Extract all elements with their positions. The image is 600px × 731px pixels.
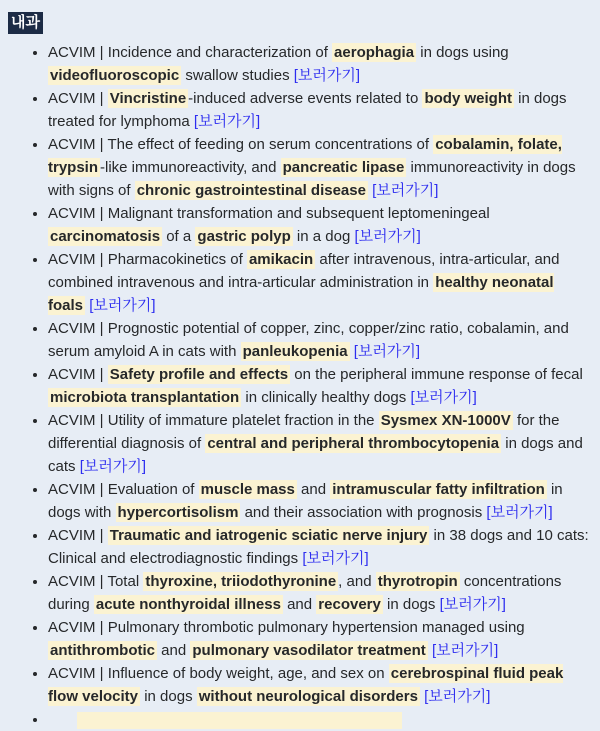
plain-text: ACVIM | Pulmonary thrombotic pulmonary hypertension managed using <box>48 619 525 636</box>
highlight-text: without neurological disorders <box>198 688 418 705</box>
plain-text: ACVIM | Prognostic potential of copper, zinc, copper/zinc ratio, cobalamin, and serum amyloid A in cats with <box>48 320 569 360</box>
highlight-text: cerebrospinal fluid peak flow velocity <box>48 665 564 705</box>
plain-text: ACVIM | Evaluation of <box>48 481 199 498</box>
highlight-text: thyroxine, triiodothyronine <box>145 573 337 590</box>
highlight-text: Vincristine <box>109 90 187 107</box>
highlight-text: microbiota transplantation <box>50 389 240 406</box>
go-link[interactable]: [보러가기] <box>431 642 499 659</box>
highlight-text: Traumatic and iatrogenic sciatic nerve injury <box>109 527 428 544</box>
plain-text: ACVIM | Incidence and characterization of <box>48 44 333 61</box>
go-link[interactable]: [보러가기] <box>302 550 369 567</box>
go-link[interactable]: [보러가기] <box>353 343 421 360</box>
highlight-text: healthy neonatal foals <box>48 274 554 314</box>
go-link[interactable]: [보러가기] <box>424 688 491 705</box>
plain-text: and <box>282 596 317 613</box>
article-item <box>48 570 592 616</box>
go-link[interactable]: [보러가기] <box>410 389 477 406</box>
highlight-text: central and peripheral thrombocytopenia <box>207 435 500 452</box>
article-item <box>48 662 592 708</box>
plain-text: ACVIM | <box>48 366 108 383</box>
go-link[interactable]: [보러가기] <box>79 458 146 475</box>
clipped-highlight-bar <box>77 712 402 729</box>
plain-text: for the differential diagnosis of <box>48 412 560 452</box>
article-item <box>48 478 592 524</box>
highlight-text: cobalamin, folate, trypsin <box>48 136 562 176</box>
highlight-text: panleukopenia <box>242 343 348 360</box>
plain-text: of a <box>162 228 196 245</box>
article-item <box>48 524 592 570</box>
plain-text: ACVIM | Influence of body weight, age, and sex on <box>48 665 389 682</box>
highlight-text: acute nonthyroidal illness <box>95 596 281 613</box>
plain-text: ACVIM | Total <box>48 573 144 590</box>
section-title-row <box>8 12 592 34</box>
highlight-text: Safety profile and effects <box>109 366 289 383</box>
article-item <box>48 133 592 202</box>
article-item <box>48 409 592 478</box>
highlight-text: thyrotropin <box>377 573 458 590</box>
plain-text: -induced adverse events related to <box>188 90 423 107</box>
highlight-text: carcinomatosis <box>50 228 161 245</box>
go-link[interactable]: [보러가기] <box>354 228 421 245</box>
page <box>8 12 592 731</box>
plain-text: swallow studies <box>181 67 294 84</box>
highlight-text: intramuscular fatty infiltration <box>332 481 545 498</box>
go-link[interactable]: [보러가기] <box>372 182 439 199</box>
highlight-text: hypercortisolism <box>117 504 239 521</box>
highlight-text: videofluoroscopic <box>50 67 180 84</box>
plain-text: , and <box>338 573 376 590</box>
highlight-text: recovery <box>318 596 381 613</box>
plain-text: in clinically healthy dogs <box>241 389 411 406</box>
plain-text: ACVIM | Malignant transformation and subsequent leptomeningeal <box>48 205 490 222</box>
go-link[interactable]: [보러가기] <box>193 113 261 130</box>
go-link[interactable]: [보러가기] <box>486 504 553 521</box>
plain-text: ACVIM | Pharmacokinetics of <box>48 251 247 268</box>
go-link[interactable]: [보러가기] <box>439 596 506 613</box>
plain-text: in dogs using <box>416 44 509 61</box>
plain-text: ACVIM | <box>48 90 108 107</box>
plain-text: in 38 dogs and 10 cats: Clinical and electrodiagnostic findings <box>48 527 589 567</box>
highlight-text: Sysmex XN-1000V <box>380 412 511 429</box>
plain-text: and <box>296 481 331 498</box>
go-link[interactable]: [보러가기] <box>89 297 156 314</box>
article-item-clipped <box>48 708 592 731</box>
plain-text: concentrations during <box>48 573 562 613</box>
plain-text: in dogs treated for lymphoma <box>48 90 567 130</box>
article-item <box>48 317 592 363</box>
plain-text: and their association with prognosis <box>240 504 487 521</box>
plain-text: ACVIM | The effect of feeding on serum concentrations of <box>48 136 434 153</box>
plain-text: in dogs with <box>48 481 563 521</box>
article-item <box>48 363 592 409</box>
plain-text: -like immunoreactivity, and <box>100 159 281 176</box>
plain-text: ACVIM | <box>48 527 108 544</box>
highlight-text: pancreatic lipase <box>282 159 405 176</box>
highlight-text: aerophagia <box>334 44 415 61</box>
plain-text: ACVIM | Utility of immature platelet fraction in the <box>48 412 379 429</box>
article-item <box>48 41 592 87</box>
plain-text: immunoreactivity in dogs with signs of <box>48 159 576 199</box>
section-title: 내과 <box>8 12 43 34</box>
highlight-text: pulmonary vasodilator treatment <box>192 642 426 659</box>
highlight-text: gastric polyp <box>197 228 291 245</box>
plain-text: on the peripheral immune response of fecal <box>290 366 583 383</box>
go-link[interactable]: [보러가기] <box>293 67 361 84</box>
article-item <box>48 616 592 662</box>
highlight-text: muscle mass <box>200 481 295 498</box>
article-item <box>48 87 592 133</box>
plain-text: in dogs <box>140 688 197 705</box>
article-item <box>48 202 592 248</box>
article-item <box>48 248 592 317</box>
plain-text: in a dog <box>292 228 355 245</box>
plain-text: in dogs <box>382 596 440 613</box>
highlight-text: body weight <box>424 90 512 107</box>
plain-text: and <box>157 642 191 659</box>
plain-text: after intravenous, intra-articular, and combined intravenous and intra-articular administration in <box>48 251 560 291</box>
highlight-text: antithrombotic <box>50 642 155 659</box>
highlight-text: chronic gastrointestinal disease <box>136 182 366 199</box>
plain-text: in dogs and cats <box>48 435 583 475</box>
article-list <box>8 41 592 731</box>
highlight-text: amikacin <box>248 251 314 268</box>
